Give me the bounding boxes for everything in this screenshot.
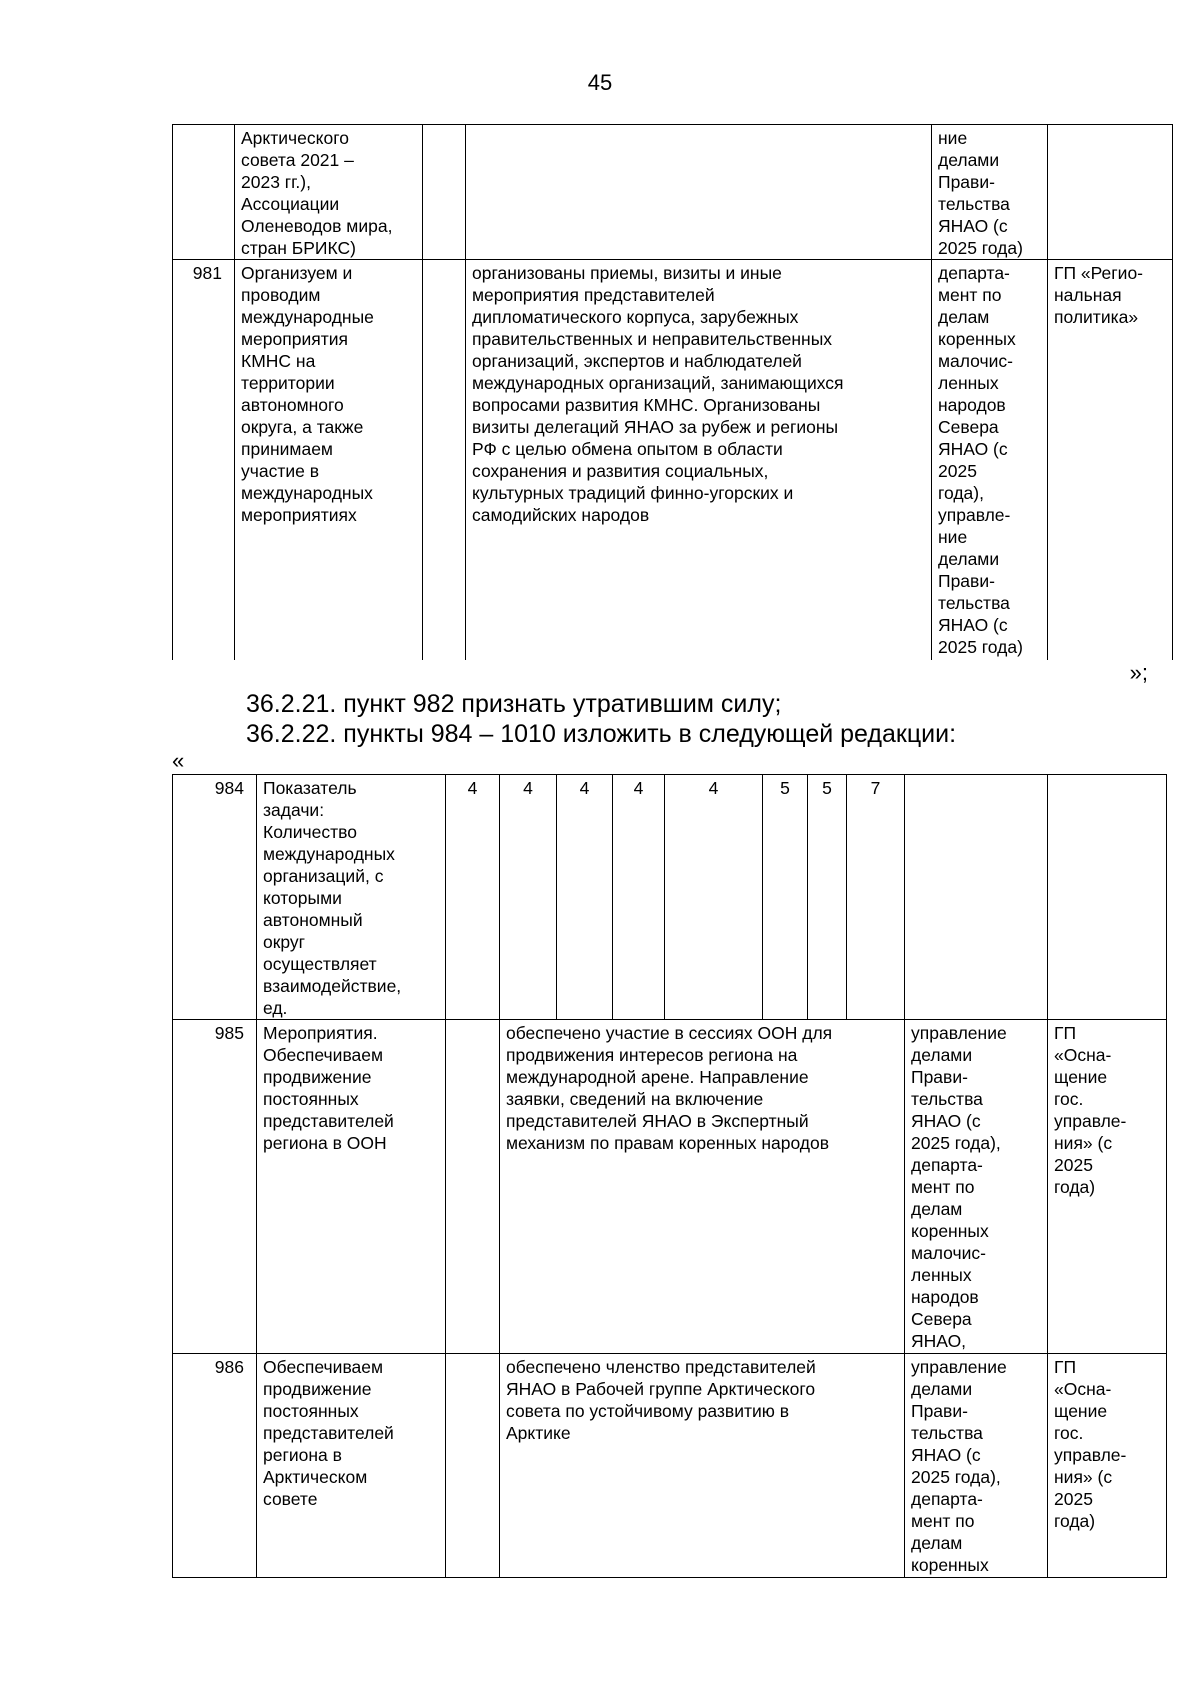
empty-cell	[446, 1020, 500, 1354]
row-number: 981	[173, 260, 235, 660]
row-number: 984	[173, 775, 257, 1020]
indicator-value: 5	[763, 775, 808, 1020]
responsible-cell: департа- мент по делам коренных малочис- ленных народов Севера ЯНАО (с 2025 года), управле- ние делами Прави- тельства ЯНАО (с 2025 года)	[932, 260, 1048, 660]
program-cell	[1048, 775, 1167, 1020]
indicator-value: 4	[446, 775, 500, 1020]
new-items-table	[172, 774, 1167, 1578]
responsible-cell	[905, 775, 1048, 1020]
program-cell	[1048, 125, 1173, 260]
table-row	[173, 1354, 1167, 1578]
result-cell: обеспечено участие в сессиях ООН для продвижения интересов региона на международной арене. Направление заявки, сведений на включение представителей ЯНАО в Экспертный механизм по правам коренных народов	[500, 1020, 905, 1354]
activity-name: Арктического совета 2021 – 2023 гг.), Ассоциации Оленеводов мира, стран БРИКС)	[235, 125, 423, 260]
indicator-value: 5	[808, 775, 847, 1020]
table-row	[173, 260, 1173, 660]
row-number: 985	[173, 1020, 257, 1354]
activity-name: Обеспечиваем продвижение постоянных представителей региона в Арктическом совете	[257, 1354, 446, 1578]
paragraph-36-2-22: 36.2.22. пункты 984 – 1010 изложить в следующей редакции:	[246, 720, 957, 748]
indicator-value: 4	[665, 775, 763, 1020]
responsible-cell: управление делами Прави- тельства ЯНАО (с 2025 года), департа- мент по делам коренных малочис- ленных народов Севера ЯНАО,	[905, 1020, 1048, 1354]
indicator-value: 4	[500, 775, 557, 1020]
empty-cell	[423, 260, 466, 660]
empty-cell	[423, 125, 466, 260]
responsible-cell: управление делами Прави- тельства ЯНАО (с 2025 года), департа- мент по делам коренных	[905, 1354, 1048, 1578]
table-row	[173, 775, 1167, 1020]
paragraph-36-2-21: 36.2.21. пункт 982 признать утратившим силу;	[246, 690, 782, 718]
indicator-name: Показатель задачи: Количество международных организаций, с которыми автономный округ осуществляет взаимодействие, ед.	[257, 775, 446, 1020]
indicator-value: 7	[847, 775, 905, 1020]
opening-quote: «	[172, 748, 185, 773]
empty-cell	[446, 1354, 500, 1578]
indicator-value: 4	[613, 775, 665, 1020]
program-cell: ГП «Осна- щение гос. управле- ния» (с 2025 года)	[1048, 1354, 1167, 1578]
program-cell: ГП «Осна- щение гос. управле- ния» (с 2025 года)	[1048, 1020, 1167, 1354]
program-cell: ГП «Регио- нальная политика»	[1048, 260, 1173, 660]
continuation-table	[172, 124, 1173, 660]
closing-quote: »;	[1129, 660, 1148, 685]
activity-name: Мероприятия. Обеспечиваем продвижение постоянных представителей региона в ООН	[257, 1020, 446, 1354]
indicator-value: 4	[557, 775, 613, 1020]
table-row	[173, 1020, 1167, 1354]
page-number: 45	[587, 70, 613, 95]
responsible-cell: ние делами Прави- тельства ЯНАО (с 2025 года)	[932, 125, 1048, 260]
result-cell	[466, 125, 932, 260]
row-number: 986	[173, 1354, 257, 1578]
result-cell: организованы приемы, визиты и иные мероприятия представителей дипломатического корпуса, зарубежных правительственных и неправительственных организаций, экспертов и наблюдателей международных организаций, занимающихся вопросами развития КМНС. Организованы визиты делегаций ЯНАО за рубеж и регионы РФ с целью обмена опытом в области сохранения и развития социальных, культурных традиций финно-угорских и самодийских народов	[466, 260, 932, 660]
result-cell: обеспечено членство представителей ЯНАО в Рабочей группе Арктического совета по устойчивому развитию в Арктике	[500, 1354, 905, 1578]
table-row	[173, 125, 1173, 260]
activity-name: Организуем и проводим международные мероприятия КМНС на территории автономного округа, а также принимаем участие в международных мероприятиях	[235, 260, 423, 660]
row-number	[173, 125, 235, 260]
